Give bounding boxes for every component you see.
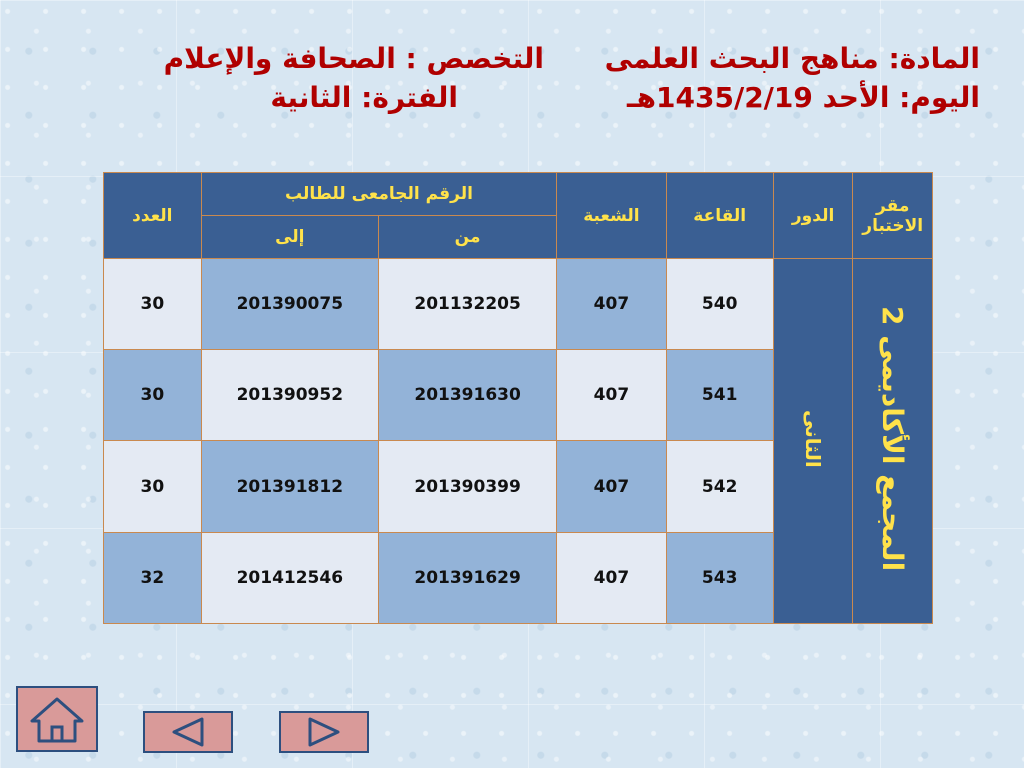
section-cell: 407 bbox=[557, 259, 666, 350]
from-header: من bbox=[378, 216, 556, 259]
count-cell: 30 bbox=[104, 441, 202, 532]
to-cell: 201412546 bbox=[201, 532, 378, 623]
section-header: الشعبة bbox=[557, 173, 666, 259]
to-cell: 201390952 bbox=[201, 350, 378, 441]
exam-schedule-table bbox=[103, 172, 933, 624]
next-slide-button[interactable] bbox=[279, 711, 369, 753]
section-cell: 407 bbox=[557, 441, 666, 532]
from-cell: 201391629 bbox=[378, 532, 556, 623]
previous-slide-button[interactable] bbox=[143, 711, 233, 753]
home-icon bbox=[26, 693, 88, 745]
home-button[interactable] bbox=[16, 686, 98, 752]
to-cell: 201391812 bbox=[201, 441, 378, 532]
subject-label: المادة: مناهج البحث العلمى bbox=[604, 42, 980, 75]
section-cell: 407 bbox=[557, 532, 666, 623]
table-header-row bbox=[104, 173, 933, 216]
room-cell: 540 bbox=[666, 259, 773, 350]
turn-cell bbox=[773, 259, 853, 624]
specialty-label: التخصص : الصحافة والإعلام bbox=[163, 42, 544, 75]
from-cell: 201391630 bbox=[378, 350, 556, 441]
turn-value: الثانى bbox=[801, 409, 826, 468]
count-cell: 30 bbox=[104, 350, 202, 441]
turn-header: الدور bbox=[773, 173, 853, 259]
triangle-left-icon bbox=[168, 716, 208, 748]
room-cell: 542 bbox=[666, 441, 773, 532]
to-cell: 201390075 bbox=[201, 259, 378, 350]
period-label: الفترة: الثانية bbox=[270, 81, 458, 114]
table-row bbox=[104, 259, 933, 350]
section-cell: 407 bbox=[557, 350, 666, 441]
count-cell: 32 bbox=[104, 532, 202, 623]
room-cell: 543 bbox=[666, 532, 773, 623]
room-cell: 541 bbox=[666, 350, 773, 441]
day-date-label: اليوم: الأحد 1435/2/19هـ bbox=[627, 81, 980, 114]
from-cell: 201390399 bbox=[378, 441, 556, 532]
venue-value: المجمع الأكاديمى 2 bbox=[876, 305, 910, 572]
from-cell: 201132205 bbox=[378, 259, 556, 350]
triangle-right-icon bbox=[304, 716, 344, 748]
student-id-group-header: الرقم الجامعى للطالب bbox=[201, 173, 557, 216]
venue-cell bbox=[853, 259, 933, 624]
count-cell: 30 bbox=[104, 259, 202, 350]
to-header: إلى bbox=[201, 216, 378, 259]
count-header: العدد bbox=[104, 173, 202, 259]
room-header: القاعة bbox=[666, 173, 773, 259]
venue-header: مقر الاختبار bbox=[853, 173, 933, 259]
